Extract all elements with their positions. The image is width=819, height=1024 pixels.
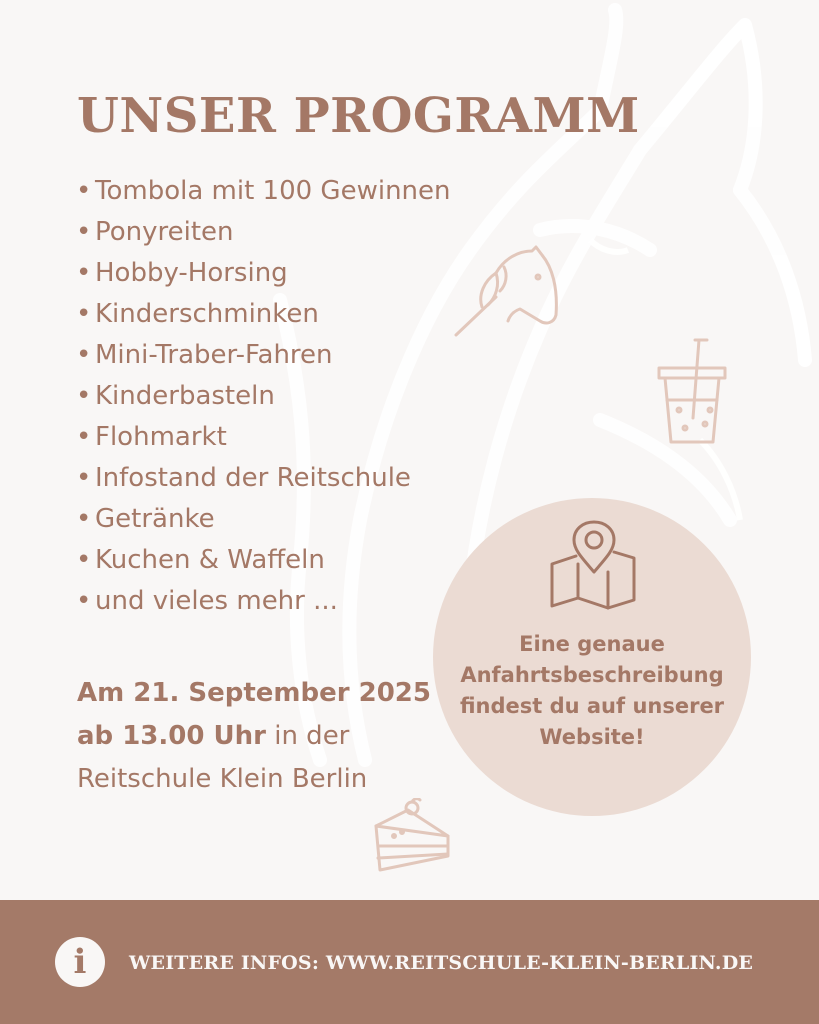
- directions-badge: [433, 498, 751, 816]
- directions-line: Anfahrtsbeschreibung: [460, 663, 724, 687]
- footer-website-link[interactable]: WEITERE INFOS: WWW.REITSCHULE-KLEIN-BERLIN.DE: [129, 952, 754, 974]
- program-item: • Ponyreiten: [76, 212, 451, 253]
- program-list: [76, 171, 451, 622]
- program-item: • Getränke: [76, 499, 451, 540]
- program-item: • und vieles mehr ...: [76, 581, 451, 622]
- directions-line: Website!: [539, 725, 645, 749]
- page-title: UNSER PROGRAMM: [77, 88, 640, 144]
- directions-line: findest du auf unserer: [459, 694, 725, 718]
- event-time: ab 13.00 Uhr: [77, 721, 266, 751]
- cake-slice-icon: [372, 798, 454, 874]
- hobby-horse-icon: [452, 245, 562, 340]
- event-date: Am 21. September 2025: [77, 678, 431, 708]
- directions-line: Eine genaue: [519, 632, 665, 656]
- map-pin-icon: [548, 520, 640, 612]
- program-item: • Hobby-Horsing: [76, 253, 451, 294]
- drink-cup-icon: [655, 338, 730, 448]
- program-item: • Kinderschminken: [76, 294, 451, 335]
- directions-text: [433, 629, 751, 753]
- program-item: • Tombola mit 100 Gewinnen: [76, 171, 451, 212]
- info-icon: i: [55, 937, 105, 987]
- event-time-suffix: in der: [265, 721, 350, 751]
- event-location: Reitschule Klein Berlin: [77, 764, 368, 794]
- program-item: • Flohmarkt: [76, 417, 451, 458]
- program-item: • Mini-Traber-Fahren: [76, 335, 451, 376]
- event-info: [77, 672, 431, 801]
- footer-bar: [0, 900, 819, 1024]
- program-item: • Kuchen & Waffeln: [76, 540, 451, 581]
- program-item: • Infostand der Reitschule: [76, 458, 451, 499]
- program-item: • Kinderbasteln: [76, 376, 451, 417]
